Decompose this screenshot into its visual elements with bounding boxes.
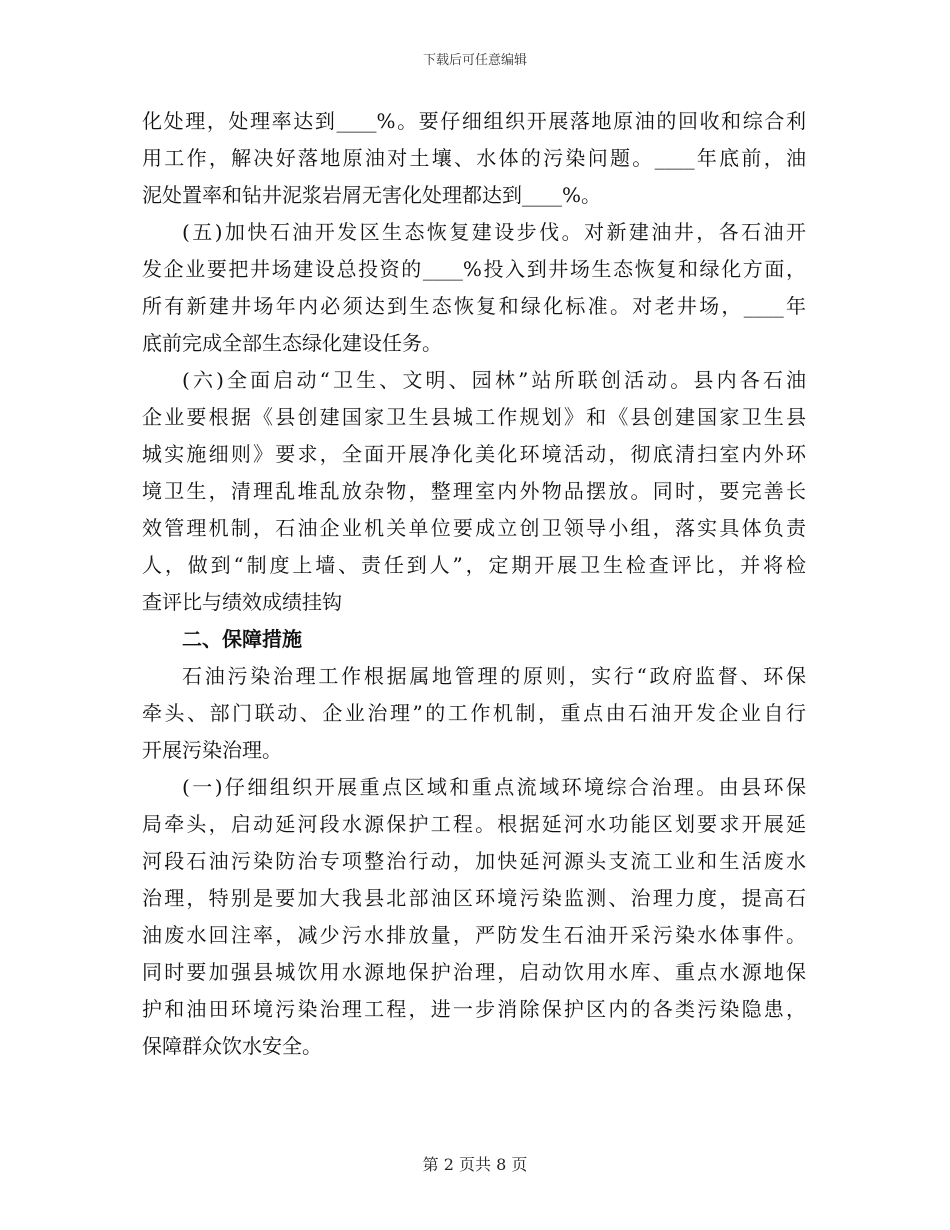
text-line: 底前完成全部生态绿化建设任务。 <box>142 331 442 355</box>
section-heading: 二、保障措施 <box>182 627 302 651</box>
text-line: 化处理，处理率达到____%。要仔细组织开展落地原油的回收和综合利 <box>142 109 806 133</box>
text-line: 护和油田环境污染治理工程，进一步消除保护区内的各类污染隐患， <box>142 997 806 1021</box>
text-line: 企业要根据《县创建国家卫生县城工作规划》和《县创建国家卫生县 <box>142 405 806 429</box>
text-line: (五)加快石油开发区生态恢复建设步伐。对新建油井，各石油开 <box>182 220 806 244</box>
text-line: 人，做到“制度上墙、责任到人”，定期开展卫生检查评比，并将检 <box>142 553 806 577</box>
page-header-note: 下载后可任意编辑 <box>422 53 527 68</box>
text-line: 开展污染治理。 <box>142 738 282 762</box>
page-number: 第 2 页共 8 页 <box>422 1155 528 1174</box>
text-line: 所有新建井场年内必须达到生态恢复和绿化标准。对老井场，____年 <box>142 294 806 318</box>
text-line: (六)全面启动“卫生、文明、园林”站所联创活动。县内各石油 <box>182 368 806 392</box>
text-line: (一)仔细组织开展重点区域和重点流域环境综合治理。由县环保 <box>182 775 806 799</box>
text-line: 查评比与绩效成绩挂钩 <box>142 590 342 614</box>
text-line: 保障群众饮水安全。 <box>142 1034 322 1058</box>
text-line: 泥处置率和钻井泥浆岩屑无害化处理都达到____%。 <box>142 183 602 207</box>
text-line: 城实施细则》要求，全面开展净化美化环境活动，彻底清扫室内外环 <box>142 442 806 466</box>
text-line: 境卫生，清理乱堆乱放杂物，整理室内外物品摆放。同时，要完善长 <box>142 479 806 503</box>
text-line: 发企业要把井场建设总投资的____%投入到井场生态恢复和绿化方面， <box>142 257 806 281</box>
text-line: 治理，特别是要加大我县北部油区环境污染监测、治理力度，提高石 <box>142 886 806 910</box>
text-line: 效管理机制，石油企业机关单位要成立创卫领导小组，落实具体负责 <box>142 516 806 540</box>
text-line: 牵头、部门联动、企业治理”的工作机制，重点由石油开发企业自行 <box>142 701 806 725</box>
text-line: 石油污染治理工作根据属地管理的原则，实行“政府监督、环保 <box>182 664 806 688</box>
document-body <box>142 103 806 1065</box>
text-line: 用工作，解决好落地原油对土壤、水体的污染问题。____年底前，油 <box>142 146 806 170</box>
text-line: 油废水回注率，减少污水排放量，严防发生石油开采污染水体事件。 <box>142 923 806 947</box>
text-line: 同时要加强县城饮用水源地保护治理，启动饮用水库、重点水源地保 <box>142 960 806 984</box>
text-line: 河段石油污染防治专项整治行动，加快延河源头支流工业和生活废水 <box>142 849 806 873</box>
text-line: 局牵头，启动延河段水源保护工程。根据延河水功能区划要求开展延 <box>142 812 806 836</box>
